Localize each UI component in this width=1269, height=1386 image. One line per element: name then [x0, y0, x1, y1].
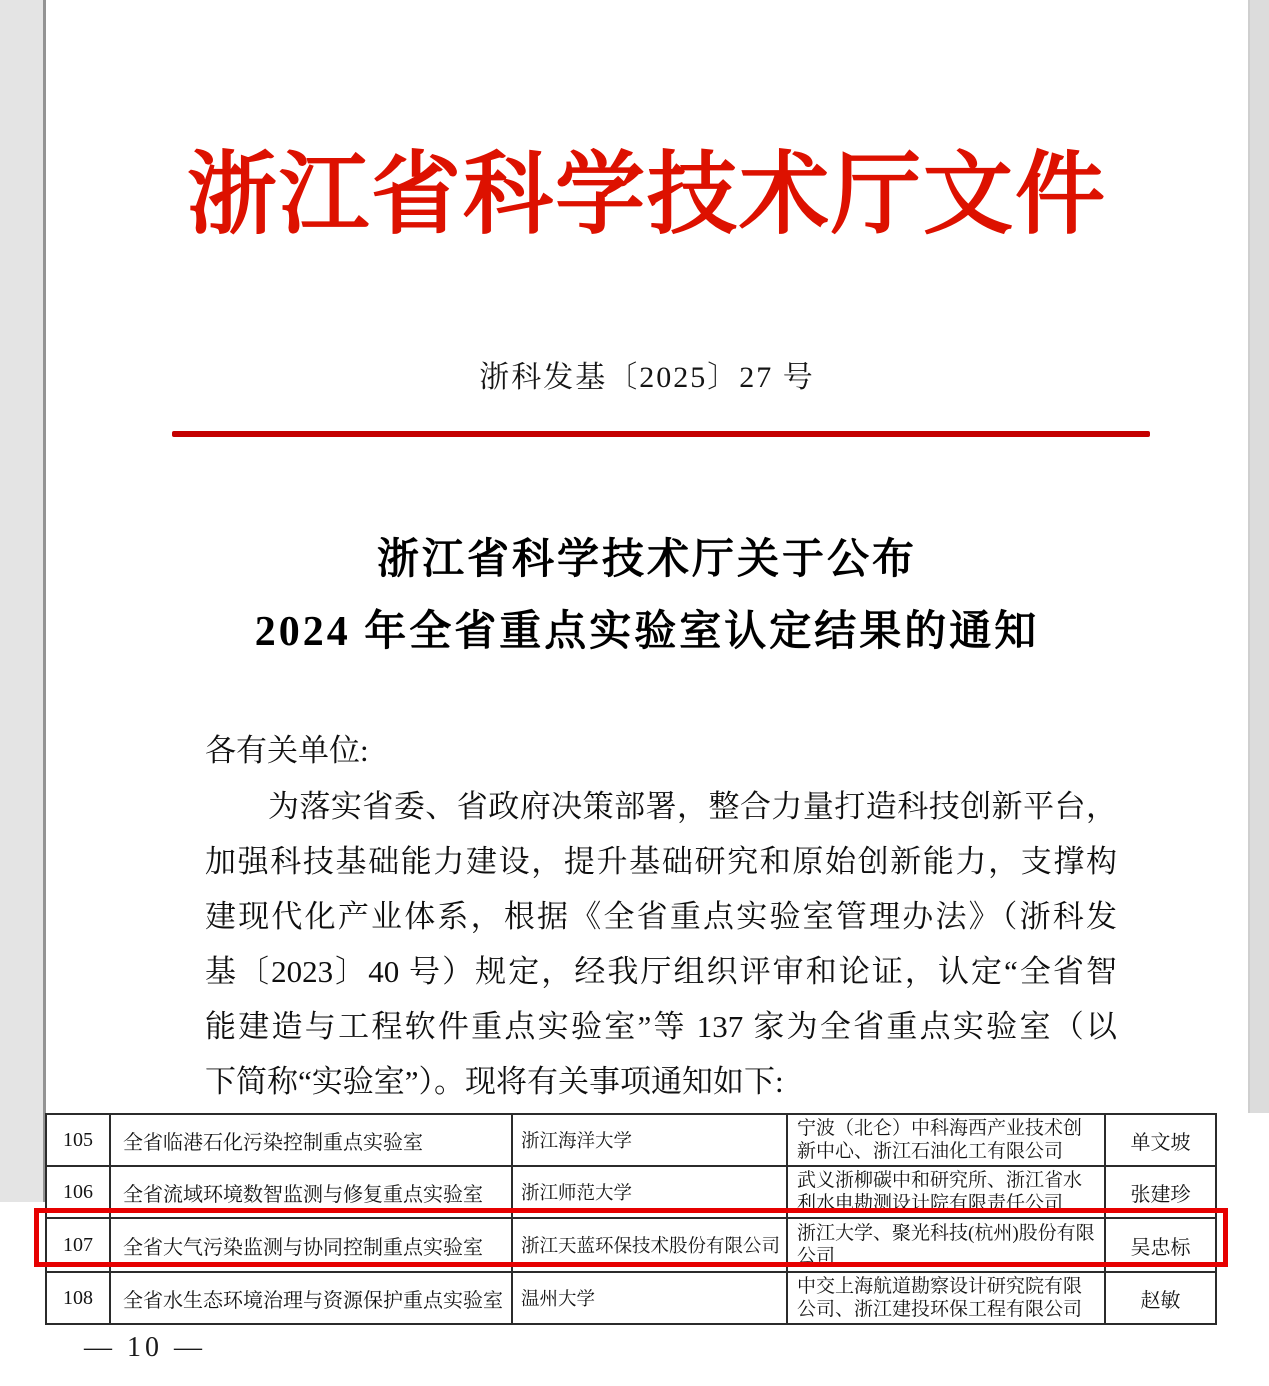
director-name-cell: 张建珍 [1105, 1166, 1216, 1218]
page-number: — 10 — [84, 1332, 206, 1363]
partner-institutions-cell: 宁波（北仑）中科海西产业技术创新中心、浙江石油化工有限公司 [787, 1114, 1105, 1166]
table-row-highlighted [46, 1218, 1216, 1272]
director-name-cell: 吴忠标 [1105, 1218, 1216, 1272]
notice-title-line2: 2024 年全省重点实验室认定结果的通知 [254, 609, 1040, 655]
host-institution-cell: 温州大学 [512, 1272, 787, 1324]
director-name-cell: 单文坡 [1105, 1114, 1216, 1166]
row-number-cell: 107 [46, 1218, 110, 1272]
paragraph-line: 能建造与工程软件重点实验室”等 137 家为全省重点实验室（以 [205, 1009, 1117, 1044]
right-page-edge [1248, 0, 1269, 1113]
partner-institutions-cell: 武义浙柳碳中和研究所、浙江省水利水电勘测设计院有限责任公司 [787, 1166, 1105, 1218]
table-row [46, 1272, 1216, 1324]
body-paragraph [205, 779, 1117, 1109]
lab-name-cell: 全省水生态环境治理与资源保护重点实验室 [110, 1272, 512, 1324]
notice-title [46, 524, 1248, 668]
paragraph-line: 加强科技基础能力建设，提升基础研究和原始创新能力，支撑构 [205, 844, 1117, 879]
host-institution-cell: 浙江师范大学 [512, 1166, 787, 1218]
labs-table [45, 1113, 1217, 1325]
partner-institutions-cell: 浙江大学、聚光科技(杭州)股份有限公司 [787, 1218, 1105, 1272]
row-number-cell: 106 [46, 1166, 110, 1218]
paragraph-line: 建现代化产业体系，根据《全省重点实验室管理办法》（浙科发 [205, 899, 1117, 934]
host-institution-cell: 浙江海洋大学 [512, 1114, 787, 1166]
document-number: 浙科发基〔2025〕27 号 [479, 361, 815, 394]
partner-institutions-cell: 中交上海航道勘察设计研究院有限公司、浙江建投环保工程有限公司 [787, 1272, 1105, 1324]
salutation: 各有关单位: [205, 733, 369, 768]
left-page-edge [0, 0, 46, 1202]
paragraph-line: 下简称“实验室”）。现将有关事项通知如下: [205, 1064, 784, 1099]
letterhead-banner: 浙江省科学技术厅文件 [187, 146, 1107, 245]
table-row [46, 1166, 1216, 1218]
director-name-cell: 赵敏 [1105, 1272, 1216, 1324]
host-institution-cell: 浙江天蓝环保技术股份有限公司 [512, 1218, 787, 1272]
red-divider-rule [172, 431, 1150, 437]
lab-name-cell: 全省流域环境数智监测与修复重点实验室 [110, 1166, 512, 1218]
lab-name-cell: 全省大气污染监测与协同控制重点实验室 [110, 1218, 512, 1272]
notice-title-line1: 浙江省科学技术厅关于公布 [376, 537, 917, 583]
table-row [46, 1114, 1216, 1166]
lab-name-cell: 全省临港石化污染控制重点实验室 [110, 1114, 512, 1166]
paragraph-line: 基〔2023〕40 号）规定，经我厅组织评审和论证，认定“全省智 [205, 954, 1117, 989]
paragraph-line: 为落实省委、省政府决策部署，整合力量打造科技创新平台， [268, 789, 1117, 824]
row-number-cell: 105 [46, 1114, 110, 1166]
row-number-cell: 108 [46, 1272, 110, 1324]
